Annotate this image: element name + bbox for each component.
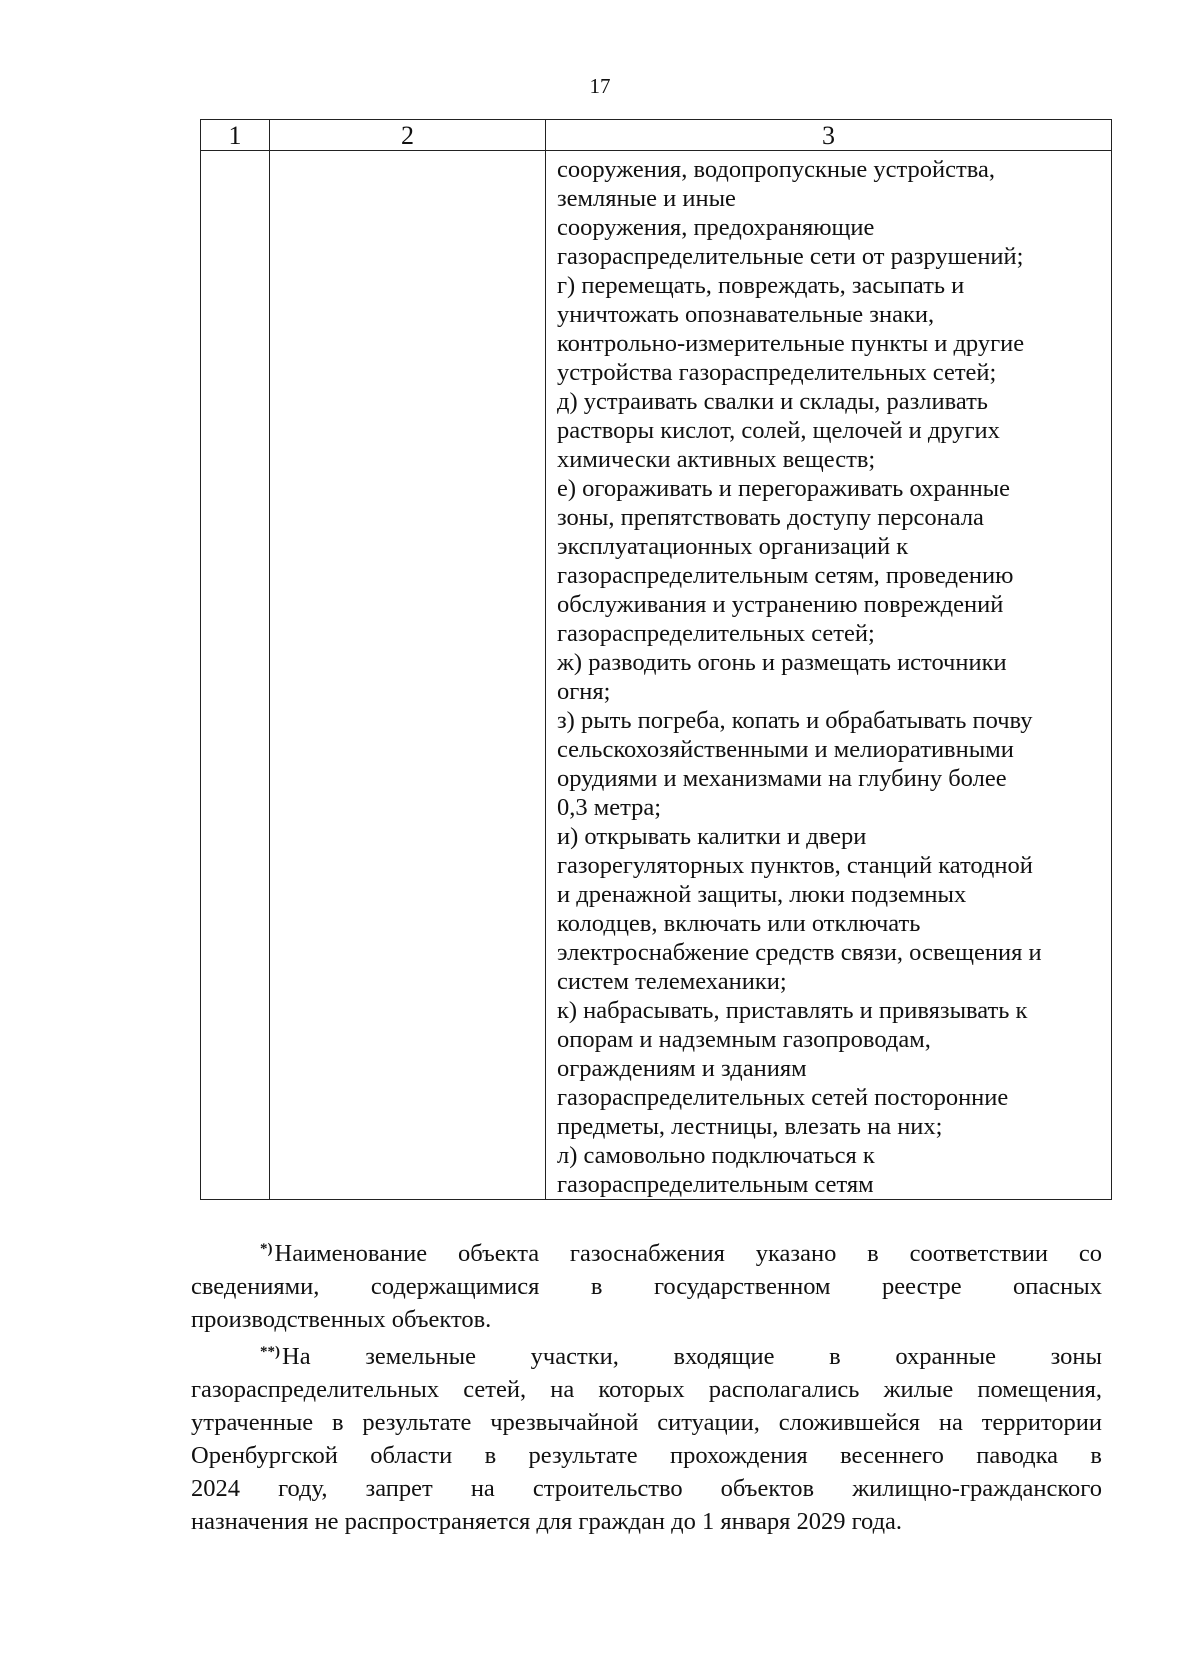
restriction-line: г) перемещать, повреждать, засыпать и [557,272,965,299]
footnote-2-line: утраченные в результате чрезвычайной ситуации, сложившейся на территории [191,1409,1102,1436]
restriction-line: орудиями и механизмами на глубину более [557,765,1007,792]
table-row [201,151,1112,1200]
restriction-line: опорам и надземным газопроводам, [557,1026,931,1053]
page-number: 17 [589,74,611,98]
footnote-1-text: Наименование объекта газоснабжения указано в соответствии со [274,1240,1102,1267]
restriction-list [546,151,1111,1199]
restriction-line: электроснабжение средств связи, освещения и [557,939,1042,966]
restriction-line: сооружения, предохраняющие [557,214,875,241]
restriction-line: земляные и иные [557,185,736,212]
restriction-line: газораспределительные сети от разрушений; [557,243,1024,270]
table-cell-col2 [270,151,546,1200]
column-header-2: 2 [270,120,546,151]
restriction-line: контрольно-измерительные пункты и другие [557,330,1025,357]
restriction-line: 0,3 метра; [557,794,662,821]
restriction-line: з) рыть погреба, копать и обрабатывать почву [557,707,1033,734]
table-cell-col3 [546,151,1112,1200]
footnote-1-line: производственных объектов. [191,1306,492,1333]
restriction-line: газораспределительных сетей; [557,620,875,647]
restriction-line: к) набрасывать, приставлять и привязывать к [557,997,1028,1024]
footnote-1 [191,1233,1102,1336]
restriction-line: зоны, препятствовать доступу персонала [557,504,984,531]
restriction-line: предметы, лестницы, влезать на них; [557,1113,943,1140]
restriction-line: и дренажной защиты, люки подземных [557,881,967,908]
restriction-line: обслуживания и устранению повреждений [557,591,1004,618]
restriction-line: огня; [557,678,611,705]
restriction-line: ж) разводить огонь и размещать источники [557,649,1007,676]
restriction-line: систем телемеханики; [557,968,787,995]
restriction-line: и) открывать калитки и двери [557,823,867,850]
restriction-line: газораспределительным сетям [557,1171,874,1198]
restriction-line: сооружения, водопропускные устройства, [557,156,995,183]
restriction-line: д) устраивать свалки и склады, разливать [557,388,988,415]
restriction-line: уничтожать опознавательные знаки, [557,301,935,328]
restriction-line: растворы кислот, солей, щелочей и других [557,417,1000,444]
restriction-line: е) огораживать и перегораживать охранные [557,475,1011,502]
footnote-2-line: Оренбургской области в результате прохождения весеннего паводка в [191,1442,1102,1469]
footnote-1-line: сведениями, содержащимися в государственном реестре опасных [191,1273,1102,1300]
footnote-2-line: назначения не распространяется для граждан до 1 января 2029 года. [191,1508,903,1535]
restriction-line: ограждениям и зданиям [557,1055,807,1082]
restriction-line: химически активных веществ; [557,446,876,473]
restriction-line: сельскохозяйственными и мелиоративными [557,736,1014,763]
footnote-1-marker: *) [260,1241,273,1257]
table-cell-col1 [201,151,270,1200]
footnote-2-marker: **) [260,1344,280,1360]
restriction-line: эксплуатационных организаций к [557,533,909,560]
restriction-line: колодцев, включать или отключать [557,910,921,937]
footnote-2-line: газораспределительных сетей, на которых располагались жилые помещения, [191,1376,1102,1403]
restrictions-table [200,119,1112,1200]
footnote-2-line [191,1336,1102,1373]
footnote-2 [191,1336,1102,1538]
table-header-row [201,120,1112,151]
restriction-line: л) самовольно подключаться к [557,1142,875,1169]
column-header-3: 3 [546,120,1112,151]
footnote-1-line [191,1233,1102,1270]
footnote-2-text: На земельные участки, входящие в охранные зоны [282,1343,1102,1370]
restriction-line: газораспределительных сетей посторонние [557,1084,1009,1111]
footnotes [191,1233,1102,1538]
restriction-line: устройства газораспределительных сетей; [557,359,997,386]
restriction-line: газораспределительным сетям, проведению [557,562,1014,589]
footnote-2-line: 2024 году, запрет на строительство объектов жилищно-гражданского [191,1475,1102,1502]
column-header-1: 1 [201,120,270,151]
restriction-line: газорегуляторных пунктов, станций катодной [557,852,1033,879]
